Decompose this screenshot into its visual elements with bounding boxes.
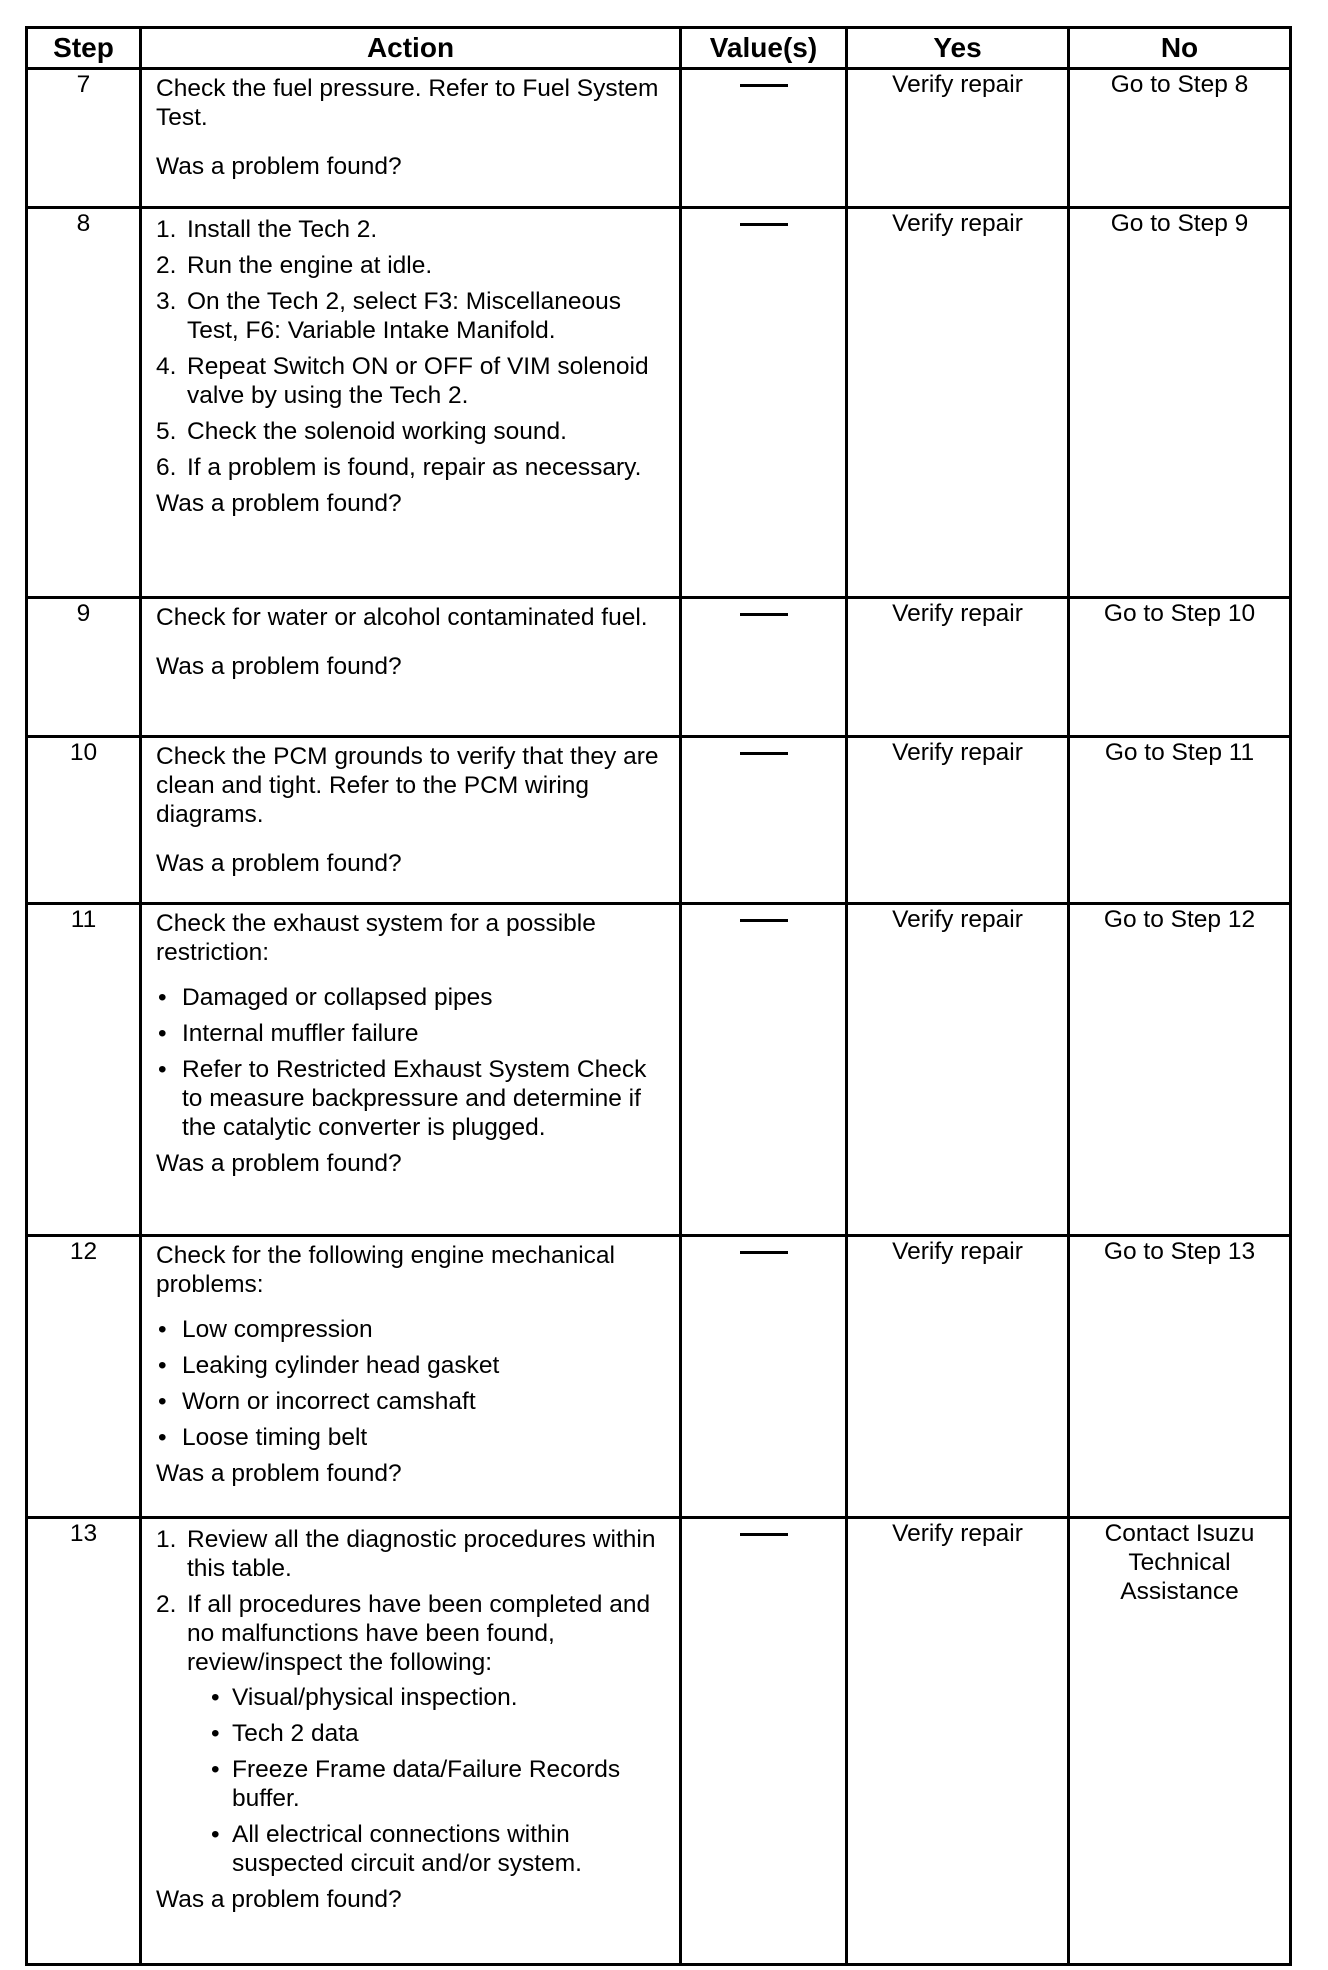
- table-row-step-11: [27, 904, 1291, 1236]
- table-row-step-7: [27, 69, 1291, 208]
- value-cell: [681, 1236, 847, 1518]
- list-item: 2. Run the engine at idle.: [156, 252, 433, 279]
- step-number: 9: [27, 598, 141, 737]
- yes-cell: [847, 1518, 1069, 1965]
- step-number: 10: [27, 737, 141, 904]
- list-item: • Damaged or collapsed pipes: [158, 984, 493, 1011]
- no-text: Go to Step 11: [1104, 739, 1255, 766]
- no-text: Go to Step 9: [1110, 210, 1249, 237]
- value-dash: [740, 752, 788, 755]
- numbered-list: [156, 1525, 669, 1878]
- yes-text: Verify repair: [892, 1238, 1023, 1265]
- action-question: Was a problem found?: [156, 1886, 402, 1913]
- no-cell: [1069, 1518, 1291, 1965]
- value-dash: [740, 919, 788, 922]
- action-question: Was a problem found?: [156, 490, 402, 517]
- value-dash: [740, 613, 788, 616]
- header-yes: Yes: [847, 28, 1069, 69]
- action-cell: [141, 598, 681, 737]
- action-question: Was a problem found?: [156, 1150, 402, 1177]
- yes-cell: [847, 904, 1069, 1236]
- no-cell: [1069, 598, 1291, 737]
- step-number: 13: [27, 1518, 141, 1965]
- yes-cell: [847, 1236, 1069, 1518]
- list-item: 5. Check the solenoid working sound.: [156, 418, 567, 445]
- table-row-step-9: [27, 598, 1291, 737]
- no-cell: [1069, 208, 1291, 598]
- action-cell: [141, 737, 681, 904]
- list-item: 1. Install the Tech 2.: [156, 216, 378, 243]
- value-cell: [681, 69, 847, 208]
- no-cell: [1069, 1236, 1291, 1518]
- table-row-step-10: [27, 737, 1291, 904]
- list-item: • Loose timing belt: [158, 1424, 368, 1451]
- action-cell: [141, 208, 681, 598]
- list-item: 6. If a problem is found, repair as necessary.: [156, 454, 642, 481]
- step-number: 8: [27, 208, 141, 598]
- action-question: Was a problem found?: [156, 653, 402, 680]
- header-row: [27, 28, 1291, 69]
- value-dash: [740, 223, 788, 226]
- value-cell: [681, 737, 847, 904]
- action-question: Was a problem found?: [156, 1460, 402, 1487]
- step-number: 12: [27, 1236, 141, 1518]
- no-text: Go to Step 12: [1103, 906, 1256, 933]
- list-item: • Low compression: [158, 1316, 373, 1343]
- header-no: No: [1069, 28, 1291, 69]
- yes-cell: [847, 598, 1069, 737]
- action-question: Was a problem found?: [156, 850, 402, 877]
- step-number: 11: [27, 904, 141, 1236]
- list-item: 3. On the Tech 2, select F3: Miscellaneous Test, F6: Variable Intake Manifold.: [156, 288, 621, 344]
- list-item: • All electrical connections within suspected circuit and/or system.: [211, 1821, 582, 1877]
- no-text: Go to Step 10: [1103, 600, 1256, 627]
- yes-cell: [847, 69, 1069, 208]
- no-cell: [1069, 69, 1291, 208]
- yes-text: Verify repair: [892, 906, 1023, 933]
- bullet-list: [156, 983, 669, 1142]
- list-item: • Worn or incorrect camshaft: [158, 1388, 476, 1415]
- header-values: Value(s): [681, 28, 847, 69]
- yes-text: Verify repair: [892, 71, 1023, 98]
- yes-text: Verify repair: [892, 600, 1023, 627]
- value-dash: [740, 1251, 788, 1254]
- action-text: Check for water or alcohol contaminated fuel.: [156, 604, 648, 631]
- bullet-list: [156, 1315, 669, 1452]
- list-item: • Leaking cylinder head gasket: [158, 1352, 500, 1379]
- yes-cell: [847, 737, 1069, 904]
- value-cell: [681, 208, 847, 598]
- value-cell: [681, 1518, 847, 1965]
- action-text: Check the PCM grounds to verify that they are clean and tight. Refer to the PCM wiring diagrams.: [156, 743, 659, 828]
- header-step: Step: [27, 28, 141, 69]
- value-cell: [681, 598, 847, 737]
- no-cell: [1069, 737, 1291, 904]
- list-item: 4. Repeat Switch ON or OFF of VIM solenoid valve by using the Tech 2.: [156, 353, 649, 409]
- numbered-list: [156, 215, 669, 482]
- action-text: Check the fuel pressure. Refer to Fuel System Test.: [156, 75, 659, 131]
- yes-cell: [847, 208, 1069, 598]
- value-dash: [740, 84, 788, 87]
- table-row-step-13: [27, 1518, 1291, 1965]
- yes-text: Verify repair: [892, 739, 1023, 766]
- list-item: 2. If all procedures have been completed and no malfunctions have been found, review/inspect the following: • Visual/physical inspection. • Tech 2 data • Freeze Frame data/Failure Records buffer. • All electrical connections within suspected circuit and/or system.: [156, 1590, 669, 1878]
- table-row-step-12: [27, 1236, 1291, 1518]
- action-cell: [141, 1518, 681, 1965]
- action-text: Check the exhaust system for a possible restriction:: [156, 910, 596, 966]
- action-cell: [141, 1236, 681, 1518]
- list-item: 1. Review all the diagnostic procedures within this table.: [156, 1526, 656, 1582]
- no-cell: [1069, 904, 1291, 1236]
- list-item: • Freeze Frame data/Failure Records buffer.: [211, 1756, 621, 1812]
- list-item: • Tech 2 data: [211, 1720, 359, 1747]
- diagnostic-table: [25, 26, 1292, 1966]
- step-number: 7: [27, 69, 141, 208]
- action-cell: [141, 904, 681, 1236]
- no-text: Go to Step 8: [1110, 71, 1249, 98]
- no-text: Contact Isuzu Technical Assistance: [1104, 1520, 1255, 1605]
- no-text: Go to Step 13: [1103, 1238, 1256, 1265]
- table-row-step-8: [27, 208, 1291, 598]
- list-item: • Refer to Restricted Exhaust System Check to measure backpressure and determine if the catalytic converter is plugged.: [158, 1056, 647, 1141]
- list-item: • Internal muffler failure: [158, 1020, 419, 1047]
- header-action: Action: [141, 28, 681, 69]
- value-cell: [681, 904, 847, 1236]
- yes-text: Verify repair: [892, 1520, 1023, 1547]
- sub-bullet-list: [187, 1683, 669, 1878]
- action-cell: [141, 69, 681, 208]
- action-text: Check for the following engine mechanical problems:: [156, 1242, 615, 1298]
- value-dash: [740, 1533, 788, 1536]
- list-item: • Visual/physical inspection.: [211, 1684, 518, 1711]
- yes-text: Verify repair: [892, 210, 1023, 237]
- action-question: Was a problem found?: [156, 153, 402, 180]
